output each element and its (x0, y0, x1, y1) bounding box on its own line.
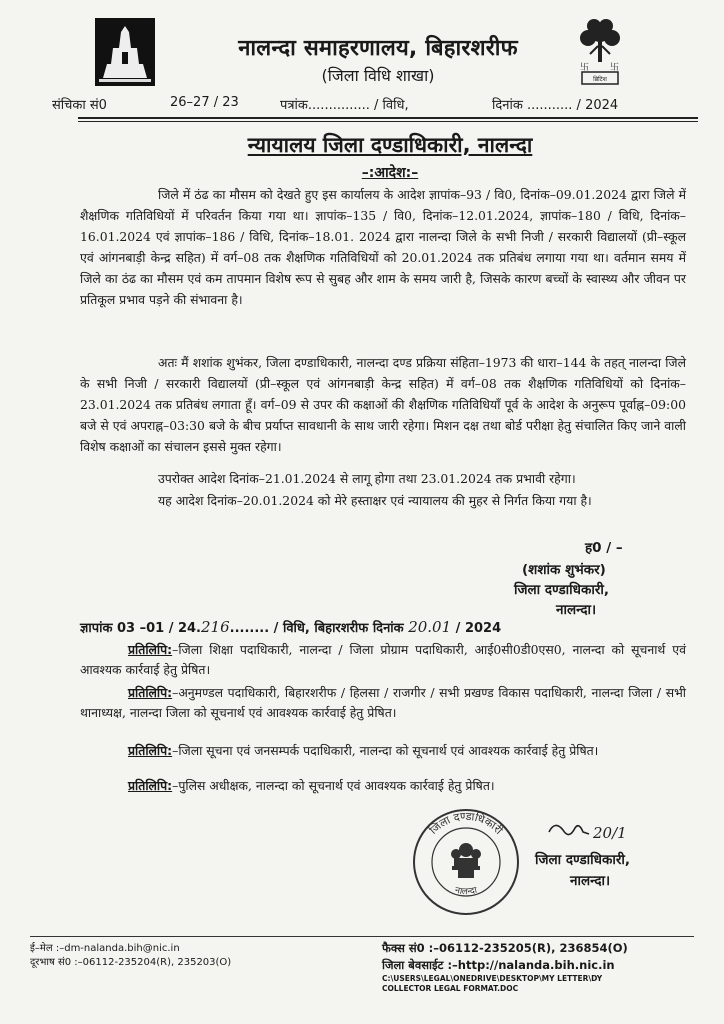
copy-text: –अनुमण्डल पदाधिकारी, बिहारशरीफ / हिलसा / राजगीर / सभी प्रखण्ड विकास पदाधिकारी, नालन्दा जिला / सभी थानाध्यक्ष, नालन्दा जिला को सूचनार्थ एवं आवश्यक कार्रवाई हेतु प्रेषित। (80, 685, 686, 720)
memo-prefix: ज्ञापांक 03 –01 / 24. (80, 621, 201, 636)
copy-item-1 (80, 640, 686, 680)
order-paragraph-1: जिले में ठंढ का मौसम को देखते हुए इस कार्यालय के आदेश ज्ञापांक–93 / वि0, दिनांक–09.01.2024 द्वारा जिले में शैक्षणिक गतिविधियों में परिवर्तन किया गया था। ज्ञापांक–135 / वि0, दिनांक–12.01.2024, ज्ञापांक–180 / विधि, दिनांक–16.01.2024 एवं ज्ञापांक–186 / विधि, दिनांक–18.01. 2024 द्वारा नालन्दा जिले के सभी निजी / सरकारी विद्यालयों (प्री–स्कूल एवं आंगनबाड़ी केन्द्र सहित) में वर्ग–08 तक शैक्षणिक गतिविधियों को 20.01.2024 तक प्रतिबंध लगाया गया था। वर्तमान समय में जिले का ठंढ का मौसम एवं कम तापमान विशेष रूप से सुबह और शाम के समय जारी है, जिसके कारण बच्चों के स्वास्थ्य और जीवन पर प्रतिकूल प्रभाव पड़ने की संभावना है। (80, 187, 686, 307)
memo-hand-date: 20.01 (408, 618, 452, 636)
signatory-designation: जिला दण्डाधिकारी, (514, 582, 609, 598)
copy-item-4 (80, 776, 686, 796)
memo-mid: ........ / विधि, बिहारशरीफ दिनांक (229, 621, 404, 636)
memo-suffix: / 2024 (455, 621, 502, 636)
footer-rule (30, 936, 694, 937)
signatory-place: नालन्दा। (556, 602, 597, 618)
order-heading: –:आदेश:– (361, 165, 419, 181)
final-place: नालन्दा। (570, 873, 611, 889)
footer-fax: फैक्स सं0 :–06112-235205(R), 236854(O) (382, 941, 628, 955)
ref-patrank: पत्रांक............... / विधि, (280, 98, 409, 113)
memo-number-line (80, 618, 700, 636)
footer-email: ई–मेल :–dm-nalanda.bih@nic.in (30, 943, 180, 954)
ashoka-emblem-icon (451, 843, 481, 878)
svg-text:卐: 卐 (610, 63, 620, 73)
ref-number: 26–27 / 23 (170, 95, 239, 110)
order-paragraph-3: उपरोक्त आदेश दिनांक–21.01.2024 से लागू होगा तथा 23.01.2024 तक प्रभावी रहेगा। (158, 471, 576, 486)
memo-hand-number: 216 (201, 618, 230, 636)
copy-text: –जिला सूचना एवं जनसम्पर्क पदाधिकारी, नालन्दा को सूचनार्थ एवं आवश्यक कार्रवाई हेतु प्रेषित। (172, 743, 599, 758)
office-title: नालन्दा समाहरणालय, बिहारशरीफ (238, 36, 518, 61)
signatory-name: (शशांक शुभंकर) (522, 562, 606, 578)
copy-item-2 (80, 683, 686, 723)
header-rule-thin (78, 121, 698, 122)
copy-text: –पुलिस अधीक्षक, नालन्दा को सूचनार्थ एवं आवश्यक कार्रवाई हेतु प्रेषित। (172, 778, 495, 793)
svg-text:20/1: 20/1 (593, 824, 627, 842)
copy-text: –जिला शिक्षा पदाधिकारी, नालन्दा / जिला प्रोग्राम पदाधिकारी, आई0सी0डी0एस0, नालन्दा को सूचनार्थ एवं आवश्यक कार्रवाई हेतु प्रेषित। (80, 642, 686, 677)
copy-label: प्रतिलिपि: (128, 685, 173, 700)
copy-item-3 (80, 741, 686, 761)
office-subtitle: (जिला विधि शाखा) (321, 66, 435, 85)
seal-bottom-text: नालन्दा (453, 885, 479, 898)
footer-phone: दूरभाष सं0 :–06112-235204(R), 235203(O) (30, 957, 232, 968)
svg-text:ब्रिटिश: ब्रिटिश (593, 76, 607, 83)
ref-dinank: दिनांक ........... / 2024 (492, 98, 619, 113)
footer-file-path-2: COLLECTOR LEGAL FORMAT.DOC (382, 984, 519, 993)
header-rule (78, 117, 698, 119)
copy-label: प्रतिलिपि: (128, 743, 173, 758)
handwritten-signature (545, 818, 635, 850)
nalanda-logo-icon (95, 18, 155, 86)
order-paragraph-2: अतः मैं शशांक शुभंकर, जिला दण्डाधिकारी, नालन्दा दण्ड प्रक्रिया संहिता–1973 की धारा–144 के तहत् नालन्दा जिले के सभी निजी / सरकारी विद्यालयों (प्री–स्कूल एवं आंगनबाड़ी केन्द्र सहित) में वर्ग–08 तक शैक्षणिक गतिविधियों को दिनांक–23.01.2024 तक प्रतिबंध लगाता हूँ। वर्ग–09 से उपर की कक्षाओं की शैक्षणिक गतिविधियाँ पूर्व के आदेश के अनुरूप पूर्वाह्न–09:00 बजे से एवं अपराह्न–03:30 बजे के बीच प्रर्याप्त सावधानी के साथ जारी रहेगा। मिशन दक्ष तथा बोर्ड परीक्षा हेतु संचालित किए जाने वाली विशेष कक्षाओं का संचालन इससे मुक्त रहेगा। (80, 355, 686, 454)
footer-contact (30, 942, 231, 970)
order-paragraph-4: यह आदेश दिनांक–20.01.2024 को मेरे हस्ताक्षर एवं न्यायालय की मुहर से निर्गत किया गया है। (158, 493, 592, 508)
seal-top-text: जिला दण्डाधिकारी (426, 809, 506, 837)
signed-mark: ह0 / – (585, 540, 623, 556)
ref-sanchika: संचिका सं0 (52, 98, 107, 113)
footer-fax-web (382, 940, 628, 994)
final-designation: जिला दण्डाधिकारी, (535, 852, 630, 868)
footer-website: जिला बेवसाईट :–http://nalanda.bih.nic.in (382, 958, 615, 972)
footer-file-path-1: C:\USERS\LEGAL\ONEDRIVE\DESKTOP\MY LETTER\DY (382, 974, 603, 983)
svg-text:卐: 卐 (580, 63, 590, 73)
bihar-emblem-icon (572, 14, 628, 86)
official-seal (410, 806, 522, 918)
copy-label: प्रतिलिपि: (128, 642, 173, 657)
copy-label: प्रतिलिपि: (128, 778, 173, 793)
court-title: न्यायालय जिला दण्डाधिकारी, नालन्दा (247, 133, 533, 157)
